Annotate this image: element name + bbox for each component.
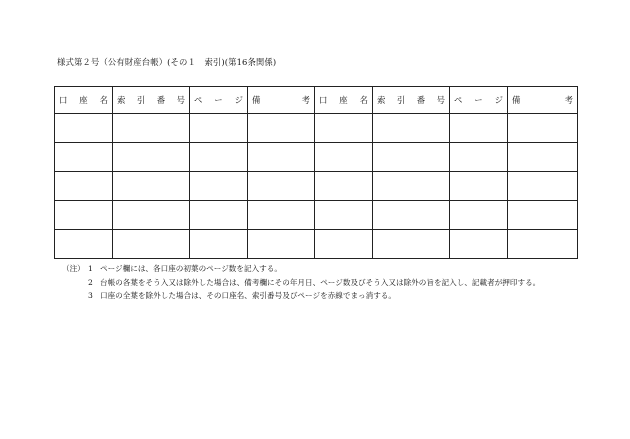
table-cell bbox=[248, 143, 315, 172]
table-cell bbox=[508, 172, 578, 201]
table-cell bbox=[315, 143, 373, 172]
table-cell bbox=[113, 201, 190, 230]
table-row bbox=[55, 143, 578, 172]
header-index-number: 索 引 番 号 bbox=[113, 87, 190, 114]
table-cell bbox=[55, 230, 113, 259]
note-item bbox=[62, 276, 540, 290]
table-cell bbox=[190, 143, 248, 172]
table-cell bbox=[55, 201, 113, 230]
table-cell bbox=[248, 230, 315, 259]
table-row bbox=[55, 114, 578, 143]
table-cell bbox=[450, 230, 508, 259]
table-cell bbox=[315, 172, 373, 201]
header-remarks-2: 備 考 bbox=[508, 87, 578, 114]
table-cell bbox=[190, 201, 248, 230]
table-cell bbox=[113, 230, 190, 259]
header-row bbox=[55, 87, 578, 114]
table-cell bbox=[190, 230, 248, 259]
table-cell bbox=[55, 143, 113, 172]
table-cell bbox=[373, 114, 450, 143]
header-index-number-2: 索 引 番 号 bbox=[373, 87, 450, 114]
table-cell bbox=[248, 201, 315, 230]
table-cell bbox=[508, 201, 578, 230]
table-cell bbox=[373, 172, 450, 201]
table-cell bbox=[373, 201, 450, 230]
note-number: 1 bbox=[88, 264, 93, 273]
table-row bbox=[55, 172, 578, 201]
table-cell bbox=[190, 172, 248, 201]
note-text: 台帳の各葉をそう入又は除外した場合は、備考欄にその年月日、ページ数及びそう入又は除外の旨を記入し、記載者が押印する。 bbox=[100, 277, 541, 287]
header-account-name: 口 座 名 bbox=[55, 87, 113, 114]
table-cell bbox=[315, 114, 373, 143]
table-cell bbox=[450, 201, 508, 230]
note-text: ページ欄には、各口座の初葉のページ数を記入する。 bbox=[100, 264, 282, 273]
table-cell bbox=[373, 143, 450, 172]
table-row bbox=[55, 230, 578, 259]
table-cell bbox=[113, 172, 190, 201]
form-title: 様式第２号（公有財産台帳）(その１ 索引)(第16条関係) bbox=[57, 57, 277, 67]
table-cell bbox=[450, 114, 508, 143]
table-cell bbox=[55, 114, 113, 143]
table-cell bbox=[248, 114, 315, 143]
note-number: 3 bbox=[88, 291, 93, 300]
table-cell bbox=[190, 114, 248, 143]
header-page-2: ペ ー ジ bbox=[450, 87, 508, 114]
table-cell bbox=[508, 114, 578, 143]
header-page: ペ ー ジ bbox=[190, 87, 248, 114]
table-body bbox=[55, 114, 578, 259]
table-cell bbox=[55, 172, 113, 201]
notes-section bbox=[62, 262, 540, 303]
table-cell bbox=[315, 201, 373, 230]
header-account-name-2: 口 座 名 bbox=[315, 87, 373, 114]
index-ledger-table bbox=[54, 86, 578, 259]
table-cell bbox=[508, 143, 578, 172]
table-row bbox=[55, 201, 578, 230]
note-item bbox=[62, 289, 540, 303]
table-cell bbox=[450, 143, 508, 172]
note-item bbox=[62, 262, 540, 276]
table-cell bbox=[373, 230, 450, 259]
note-text: 口座の全葉を除外した場合は、その口座名、索引番号及びページを赤線でまっ消する。 bbox=[100, 291, 396, 300]
table-cell bbox=[450, 172, 508, 201]
notes-lead: （注） bbox=[62, 264, 85, 273]
table-cell bbox=[315, 230, 373, 259]
table-cell bbox=[113, 143, 190, 172]
table-cell bbox=[113, 114, 190, 143]
table-cell bbox=[248, 172, 315, 201]
header-remarks: 備 考 bbox=[248, 87, 315, 114]
note-number: 2 bbox=[88, 277, 93, 287]
table-cell bbox=[508, 230, 578, 259]
